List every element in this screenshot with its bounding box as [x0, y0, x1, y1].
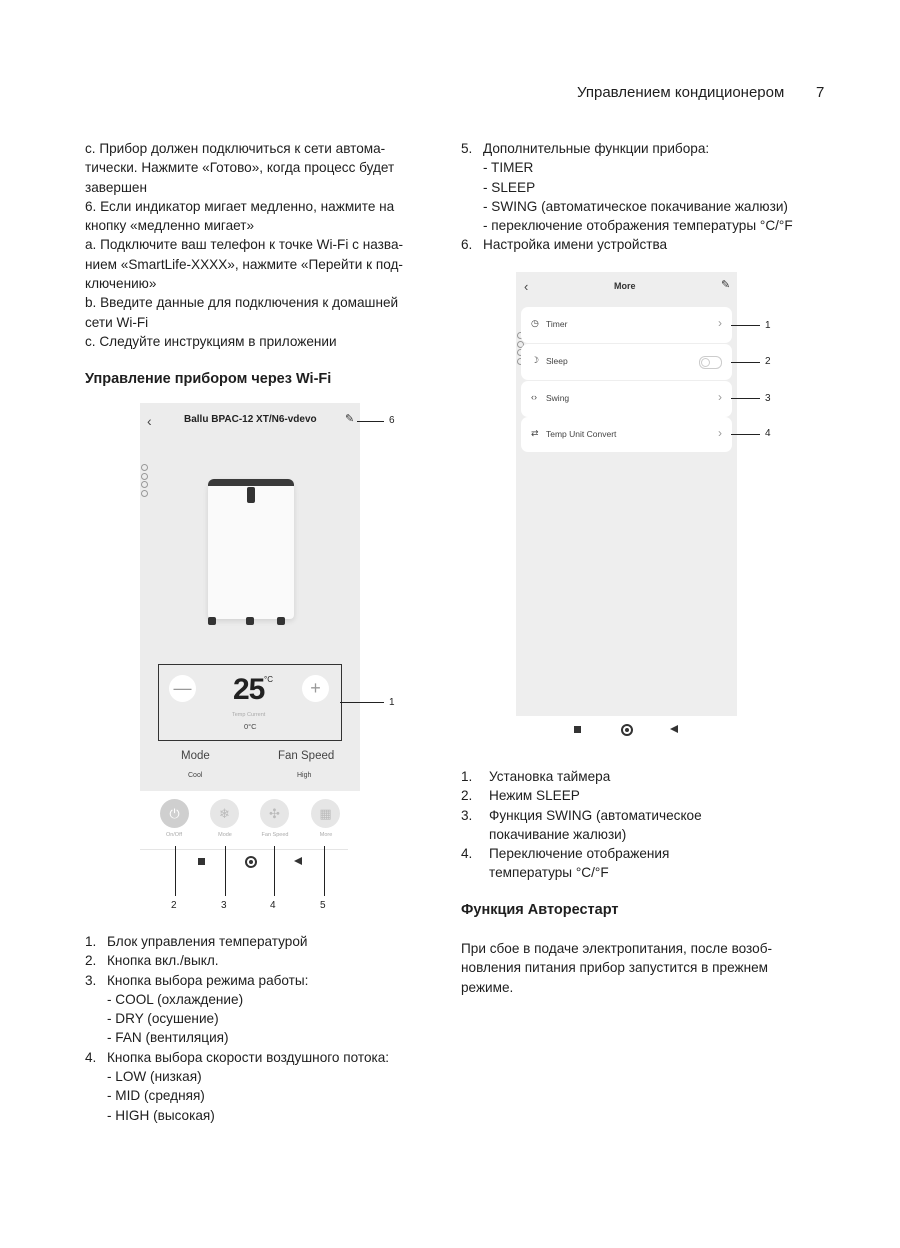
callout-number: 1: [765, 320, 771, 331]
list-number: 3.: [85, 972, 97, 988]
more-title: More: [614, 281, 636, 291]
controls-list: [85, 932, 389, 1125]
list-subitem: - MID (средняя): [107, 1088, 205, 1104]
list-text: Нежим SLEEP: [489, 788, 580, 804]
power-button-label: On/Off: [165, 832, 183, 838]
chevron-right-icon: ›: [718, 316, 722, 330]
callout-number: 4: [270, 900, 276, 911]
text-line: завершен: [85, 179, 147, 195]
callout-number: 1: [389, 697, 395, 708]
list-number: 1.: [85, 934, 97, 949]
divider: [140, 849, 348, 850]
list-item: [461, 767, 702, 786]
temperature-control-block: [158, 664, 342, 741]
text-line: а. Подключите ваш телефон к точке Wi-Fi с назва-: [85, 237, 404, 253]
target-temperature: 25: [233, 673, 265, 706]
fan-speed-label[interactable]: Fan Speed: [278, 750, 335, 762]
list-item: [461, 806, 702, 825]
list-subitem: - TIMER: [483, 160, 534, 176]
phone-screenshot-more: [516, 272, 737, 716]
section-heading-wifi: Управление прибором через Wi-Fi: [85, 371, 332, 387]
callout-leader: [324, 846, 325, 896]
callout-leader: [731, 434, 760, 435]
list-subitem: - HIGH (высокая): [107, 1107, 215, 1123]
callout-leader: [731, 325, 760, 326]
callout-leader: [175, 846, 176, 896]
list-number: 1.: [461, 769, 473, 784]
list-text: Кнопка вкл./выкл.: [107, 953, 219, 969]
sleep-row: [521, 344, 732, 380]
list-item: [461, 786, 702, 805]
list-continuation: температуры °C/°F: [489, 865, 609, 881]
home-icon[interactable]: [245, 856, 257, 868]
text-line: кнопку «медленно мигает»: [85, 218, 255, 234]
list-subitem: - COOL (охлаждение): [107, 991, 244, 1007]
wheel-icon: [208, 617, 216, 625]
fan-speed-button[interactable]: ✣: [260, 799, 289, 828]
text-line: с. Следуйте инструкциям в приложении: [85, 333, 337, 349]
text-line: новления питания прибор запустится в прежнем: [461, 960, 768, 976]
list-number: 4.: [461, 846, 473, 862]
fan-speed-button-label: Fan Speed: [261, 832, 289, 838]
callout-number: 3: [221, 900, 227, 911]
callout-number: 6: [389, 415, 395, 426]
callout-leader: [340, 702, 384, 703]
list-text: Установка таймера: [489, 769, 611, 784]
back-chevron-icon[interactable]: ‹: [524, 279, 529, 294]
convert-icon: ⇄: [531, 428, 539, 438]
text-line: ключению»: [85, 276, 157, 292]
list-number: 2.: [85, 953, 97, 969]
section-heading-autorestart: Функция Авторестарт: [461, 902, 619, 918]
edit-pencil-icon[interactable]: ✎: [721, 279, 731, 291]
swing-row[interactable]: [521, 381, 732, 417]
more-button[interactable]: ▦: [311, 799, 340, 828]
functions-list: [461, 139, 793, 255]
device-title: Ballu BPAC-12 XT/N6-vdevo: [184, 414, 317, 425]
text-line: нием «SmartLife-XXXX», нажмите «Перейти к под-: [85, 256, 403, 272]
home-icon[interactable]: [621, 724, 633, 736]
list-subitem: - FAN (вентиляция): [107, 1030, 229, 1046]
list-text: Блок управления температурой: [107, 934, 308, 949]
phone-screenshot-main: [140, 403, 360, 791]
current-temperature: 0°C: [244, 722, 257, 731]
list-item: [85, 951, 389, 970]
temp-current-caption: Temp Current: [232, 712, 266, 718]
list-item: [461, 844, 702, 863]
wheel-icon: [277, 617, 285, 625]
timer-row[interactable]: [521, 307, 732, 343]
callout-leader: [357, 421, 384, 422]
back-chevron-icon[interactable]: ‹: [147, 413, 152, 429]
list-item: [461, 235, 793, 254]
callout-number: 4: [765, 428, 771, 439]
list-subitem: - переключение отображения температуры °C/°F: [483, 218, 793, 234]
moon-icon: ☽: [531, 355, 540, 365]
list-number: 5.: [461, 141, 473, 156]
callout-number: 2: [171, 900, 177, 911]
recent-apps-icon[interactable]: [198, 858, 205, 865]
fan-speed-value: High: [297, 772, 312, 779]
mode-button-label: Mode: [218, 832, 232, 838]
mode-button[interactable]: ❄: [210, 799, 239, 828]
air-conditioner-top-panel: [208, 479, 294, 486]
list-text: Настройка имени устройства: [483, 237, 668, 253]
sleep-toggle[interactable]: [699, 356, 722, 369]
list-number: 3.: [461, 807, 473, 823]
running-header-title: Управлением кондиционером: [577, 84, 785, 101]
clock-icon: ◷: [531, 318, 539, 328]
minus-button[interactable]: —: [169, 675, 196, 702]
list-subitem: - SLEEP: [483, 179, 536, 195]
list-text: Кнопка выбора скорости воздушного потока:: [107, 1049, 390, 1065]
callout-leader: [731, 362, 760, 363]
intro-paragraph: [85, 139, 403, 351]
plus-button[interactable]: +: [302, 675, 329, 702]
text-line: 6. Если индикатор мигает медленно, нажмите на: [85, 198, 395, 214]
mode-label[interactable]: Mode: [181, 750, 210, 762]
more-button-label: More: [319, 832, 333, 838]
list-text: Функция SWING (автоматическое: [489, 807, 702, 823]
list-number: 2.: [461, 788, 473, 804]
list-item: [461, 139, 793, 158]
list-subitem: - LOW (низкая): [107, 1069, 202, 1085]
power-button[interactable]: ⏻: [160, 799, 189, 828]
mode-value: Cool: [188, 772, 203, 779]
text-line: При сбое в подаче электропитания, после возоб-: [461, 941, 773, 956]
temp-unit-row[interactable]: [521, 417, 732, 452]
callout-number: 5: [320, 900, 326, 911]
recent-apps-icon[interactable]: [574, 726, 581, 733]
autorestart-paragraph: [461, 939, 772, 997]
row-label: Swing: [546, 393, 570, 403]
chevron-right-icon: ›: [718, 426, 722, 440]
more-functions-list: [461, 767, 702, 883]
list-number: 4.: [85, 1049, 97, 1065]
callout-number: 2: [765, 356, 771, 367]
edit-pencil-icon[interactable]: ✎: [345, 413, 355, 425]
row-label: Temp Unit Convert: [546, 429, 617, 439]
page-dots-icon: [141, 464, 147, 498]
list-item: [85, 1048, 389, 1067]
list-text: Переключение отображения: [489, 846, 670, 862]
text-line: режиме.: [461, 979, 514, 995]
list-item: [85, 971, 389, 990]
row-label: Sleep: [546, 356, 568, 366]
list-text: Дополнительные функции прибора:: [483, 141, 710, 156]
temperature-unit: °C: [264, 675, 273, 684]
swing-icon: ‹›: [531, 392, 537, 402]
text-line: сети Wi-Fi: [85, 314, 149, 330]
row-label: Timer: [546, 319, 568, 329]
chevron-right-icon: ›: [718, 390, 722, 404]
wheel-icon: [246, 617, 254, 625]
page-number: 7: [816, 84, 825, 101]
air-conditioner-display: [247, 487, 255, 503]
list-continuation: покачивание жалюзи): [489, 826, 627, 842]
list-subitem: - DRY (осушение): [107, 1011, 219, 1027]
back-triangle-icon[interactable]: [670, 725, 678, 733]
list-text: Кнопка выбора режима работы:: [107, 972, 309, 988]
callout-leader: [731, 398, 760, 399]
back-triangle-icon[interactable]: [294, 857, 302, 865]
callout-number: 3: [765, 393, 771, 404]
text-line: с. Прибор должен подключиться к сети автома-: [85, 141, 386, 156]
list-subitem: - SWING (автоматическое покачивание жалюзи): [483, 198, 788, 214]
text-line: тически. Нажмите «Готово», когда процесс будет: [85, 160, 395, 176]
callout-leader: [225, 846, 226, 896]
text-line: b. Введите данные для подключения к домашней: [85, 295, 399, 311]
list-item: [85, 932, 389, 951]
callout-leader: [274, 846, 275, 896]
list-number: 6.: [461, 237, 473, 253]
